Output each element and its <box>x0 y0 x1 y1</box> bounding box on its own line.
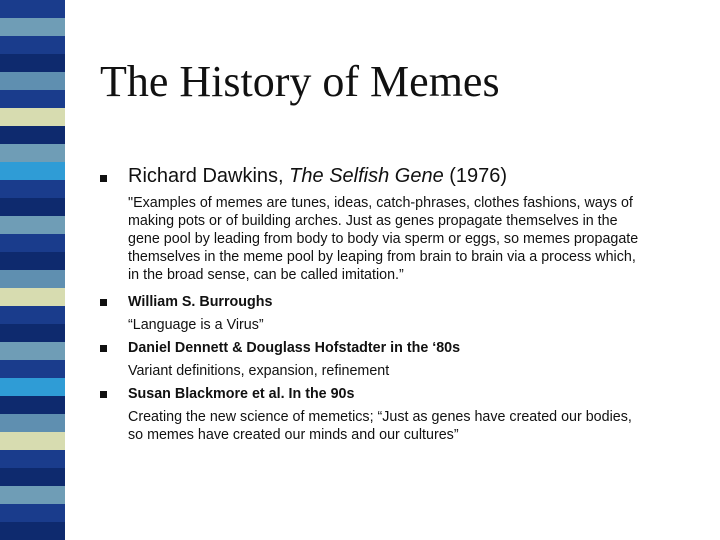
bullet-dawkins <box>128 165 507 188</box>
stripe-block <box>0 90 65 108</box>
stripe-block <box>0 144 65 162</box>
dennett-hofstadter-heading: Daniel Dennett & Douglass Hofstadter in the ‘80s <box>128 340 461 356</box>
burroughs-description: “Language is a Virus” <box>128 317 264 333</box>
stripe-block <box>0 126 65 144</box>
stripe-block <box>0 270 65 288</box>
stripe-block <box>0 18 65 36</box>
blackmore-description-line: so memes have created our minds and our cultures” <box>128 427 459 443</box>
bullet-icon <box>100 299 107 306</box>
dawkins-book-title: The Selfish Gene <box>289 165 444 187</box>
stripe-block <box>0 234 65 252</box>
dawkins-year: (1976) <box>443 165 508 187</box>
dawkins-quote-line: in the broad sense, can be called imitation.” <box>128 267 404 283</box>
dawkins-quote-line: "Examples of memes are tunes, ideas, catch-phrases, clothes fashions, ways of <box>128 195 633 211</box>
stripe-block <box>0 108 65 126</box>
stripe-block <box>0 468 65 486</box>
stripe-block <box>0 342 65 360</box>
burroughs-heading: William S. Burroughs <box>128 294 273 310</box>
blackmore-description-line: Creating the new science of memetics; “Just as genes have created our bodies, <box>128 409 632 425</box>
stripe-block <box>0 252 65 270</box>
stripe-block <box>0 360 65 378</box>
dennett-hofstadter-description: Variant definitions, expansion, refinement <box>128 363 390 379</box>
bullet-icon <box>100 391 107 398</box>
bullet-icon <box>100 345 107 352</box>
stripe-block <box>0 432 65 450</box>
stripe-block <box>0 486 65 504</box>
stripe-block <box>0 0 65 18</box>
slide-title: The History of Memes <box>100 57 500 106</box>
stripe-block <box>0 288 65 306</box>
dawkins-quote-line: gene pool by leading from body to body via sperm or eggs, so memes propagate <box>128 231 639 247</box>
stripe-block <box>0 162 65 180</box>
stripe-block <box>0 414 65 432</box>
stripe-block <box>0 324 65 342</box>
stripe-block <box>0 396 65 414</box>
bullet-icon <box>100 175 107 182</box>
stripe-block <box>0 522 65 540</box>
stripe-block <box>0 378 65 396</box>
stripe-block <box>0 216 65 234</box>
stripe-block <box>0 198 65 216</box>
decorative-stripe <box>0 0 65 540</box>
stripe-block <box>0 36 65 54</box>
stripe-block <box>0 504 65 522</box>
stripe-block <box>0 180 65 198</box>
stripe-block <box>0 450 65 468</box>
stripe-block <box>0 54 65 72</box>
stripe-block <box>0 306 65 324</box>
dawkins-quote-line: making pots or of building arches. Just as genes propagate themselves in the <box>128 213 618 229</box>
blackmore-heading: Susan Blackmore et al. In the 90s <box>128 386 355 402</box>
dawkins-author: Richard Dawkins, <box>128 165 290 187</box>
dawkins-quote-line: themselves in the meme pool by leaping from brain to brain via a process which, <box>128 249 636 265</box>
stripe-block <box>0 72 65 90</box>
